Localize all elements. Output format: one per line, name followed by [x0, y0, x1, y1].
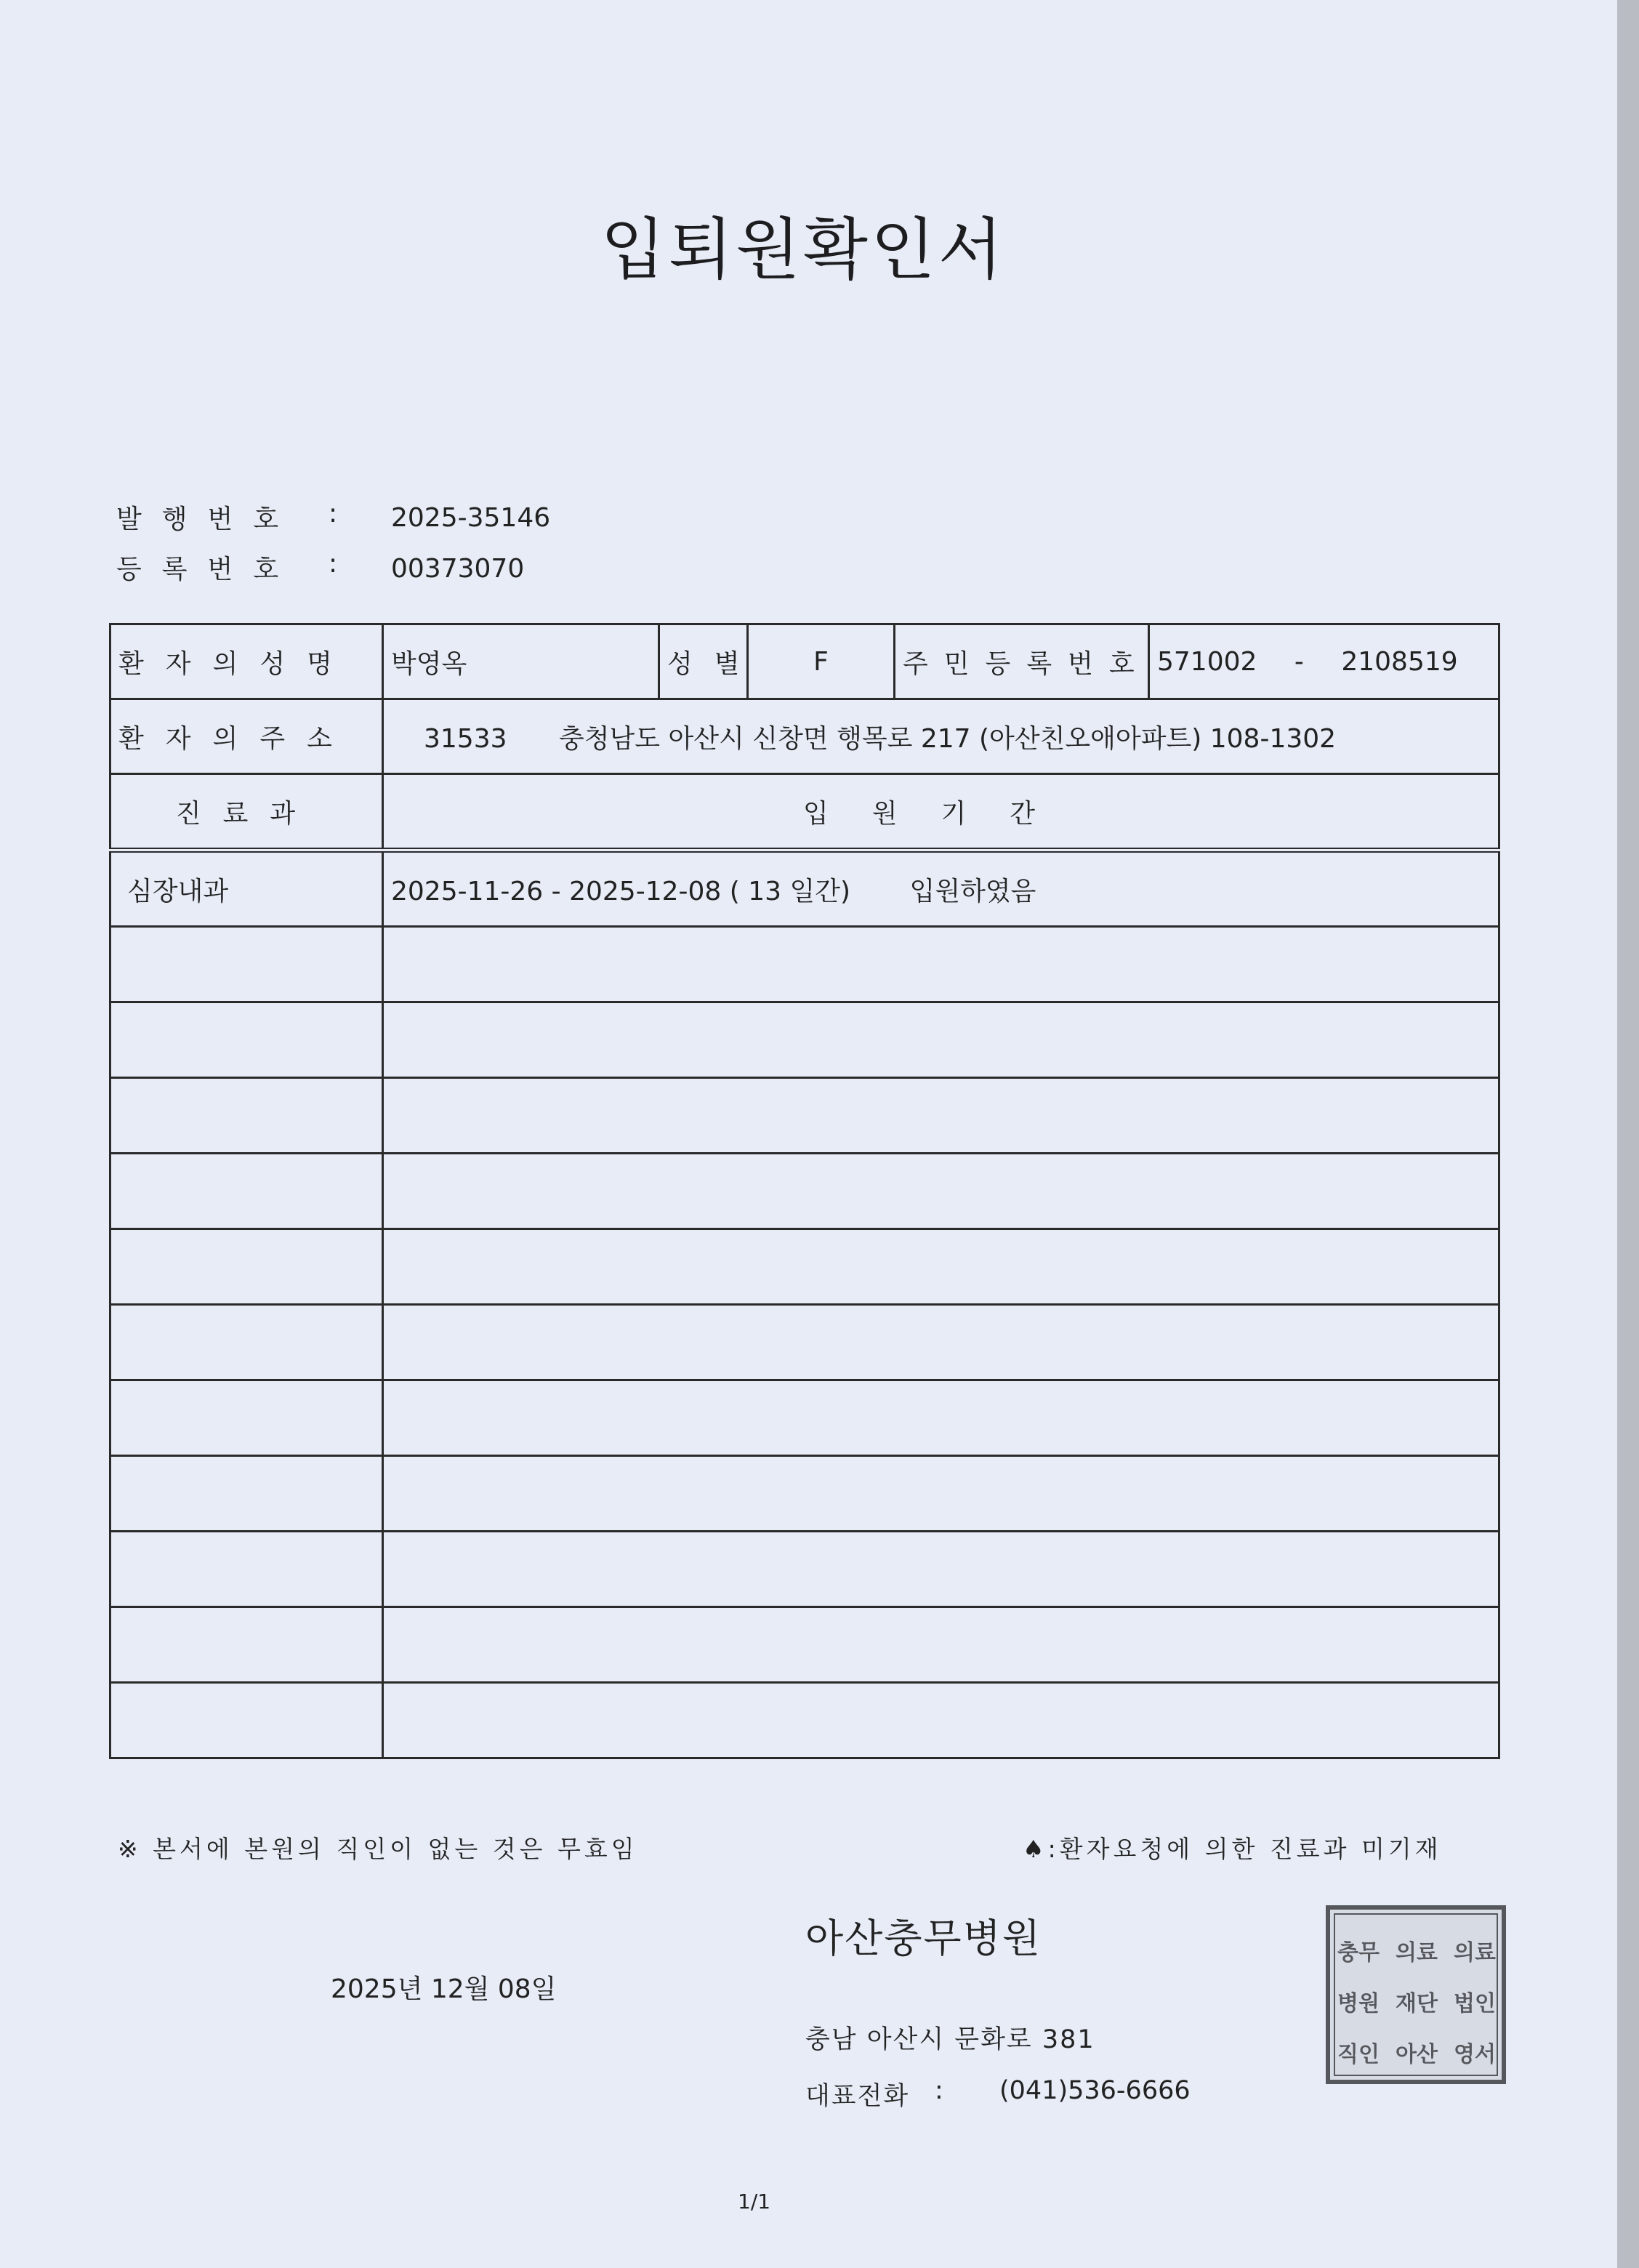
seal-glyph: 아산: [1396, 2042, 1438, 2067]
patient-address-row: [110, 699, 1499, 774]
document-title: 입퇴원확인서: [600, 211, 1006, 289]
empty-row: [110, 1532, 1499, 1607]
department-omission-notice: ♠:환자요청에 의한 진료과 미기재: [1023, 1835, 1442, 1863]
empty-cell: [383, 1002, 1499, 1078]
rrn-value: [1149, 624, 1499, 699]
empty-cell: [383, 1456, 1499, 1532]
patient-name-row: [110, 624, 1499, 699]
empty-cell: [383, 1078, 1499, 1154]
empty-cell: [110, 1607, 383, 1683]
empty-cell: [383, 1532, 1499, 1607]
row-status: 입원하였음: [909, 876, 1036, 906]
row-period-cell: [383, 850, 1499, 927]
registration-number-label: 등록번호: [116, 555, 299, 584]
hospital-seal-stamp-icon: [1325, 1905, 1507, 2085]
empty-row: [110, 1305, 1499, 1380]
table-row: [110, 850, 1499, 927]
issue-date: 2025년 12월 08일: [331, 1974, 557, 2004]
postal-code: 31533: [424, 723, 507, 754]
rrn-back: 2108519: [1341, 646, 1458, 677]
rrn-label: 주민등록번호: [895, 624, 1149, 699]
empty-cell: [110, 927, 383, 1002]
patient-address-label: 환자의주소: [110, 699, 383, 774]
empty-cell: [383, 1380, 1499, 1456]
empty-cell: [110, 1154, 383, 1229]
empty-row: [110, 1607, 1499, 1683]
page-number: 1/1: [738, 2189, 771, 2213]
seal-glyph: 의료: [1396, 1940, 1438, 1966]
row-department: 심장내과: [110, 850, 383, 927]
empty-row: [110, 1002, 1499, 1078]
seal-glyph: 충무: [1337, 1940, 1380, 1966]
empty-cell: [383, 1683, 1499, 1758]
empty-cell: [110, 1683, 383, 1758]
empty-cell: [383, 1154, 1499, 1229]
issue-number-label: 발행번호: [116, 504, 299, 534]
empty-cell: [383, 1229, 1499, 1305]
seal-glyph: 영서: [1454, 2042, 1496, 2067]
hospital-tel-colon: :: [935, 2076, 943, 2105]
empty-cell: [383, 1305, 1499, 1380]
hospital-address: 충남 아산시 문화로 381: [805, 2025, 1095, 2054]
hospital-name: 아산충무병원: [805, 1915, 1042, 1961]
empty-row: [110, 1229, 1499, 1305]
empty-cell: [110, 1532, 383, 1607]
seal-glyph: 직인: [1337, 2042, 1380, 2067]
empty-row: [110, 1078, 1499, 1154]
registration-number-colon: :: [329, 549, 338, 579]
sex-label: 성별: [659, 624, 748, 699]
empty-row: [110, 1456, 1499, 1532]
table-header-row: [110, 774, 1499, 850]
rrn-front: 571002: [1157, 646, 1257, 677]
patient-name-value: 박영옥: [383, 624, 659, 699]
hospital-tel-label: 대표전화: [805, 2082, 910, 2111]
empty-row: [110, 1683, 1499, 1758]
patient-name-label: 환자의성명: [110, 624, 383, 699]
empty-cell: [110, 1380, 383, 1456]
seal-glyph: 법인: [1454, 1991, 1496, 2016]
empty-cell: [110, 1305, 383, 1380]
admission-form-table: [109, 623, 1500, 1759]
empty-row: [110, 1380, 1499, 1456]
registration-number-value: 00373070: [391, 554, 525, 584]
empty-row: [110, 927, 1499, 1002]
empty-cell: [110, 1229, 383, 1305]
empty-cell: [110, 1078, 383, 1154]
empty-cell: [110, 1456, 383, 1532]
address-text: 충청남도 아산시 신창면 행목로 217 (아산친오애아파트) 108-1302: [558, 723, 1337, 754]
patient-address-value: [383, 699, 1499, 774]
department-header: 진료과: [110, 774, 383, 850]
hospital-tel: (041)536-6666: [999, 2076, 1191, 2105]
seal-glyph: 재단: [1396, 1991, 1438, 2016]
period-header: 입원기간: [383, 774, 1499, 850]
empty-cell: [383, 1607, 1499, 1683]
validity-notice: ※ 본서에 본원의 직인이 없는 것은 무효임: [118, 1835, 638, 1863]
issue-number-value: 2025-35146: [391, 503, 551, 533]
empty-row: [110, 1154, 1499, 1229]
issue-number-colon: :: [329, 499, 338, 528]
rrn-dash: -: [1294, 646, 1304, 677]
sex-value: F: [748, 624, 895, 699]
seal-glyph: 병원: [1337, 1991, 1380, 2016]
seal-glyph: 의료: [1454, 1940, 1496, 1966]
empty-cell: [383, 927, 1499, 1002]
row-period: 2025-11-26 - 2025-12-08 ( 13 일간): [391, 876, 851, 906]
empty-cell: [110, 1002, 383, 1078]
